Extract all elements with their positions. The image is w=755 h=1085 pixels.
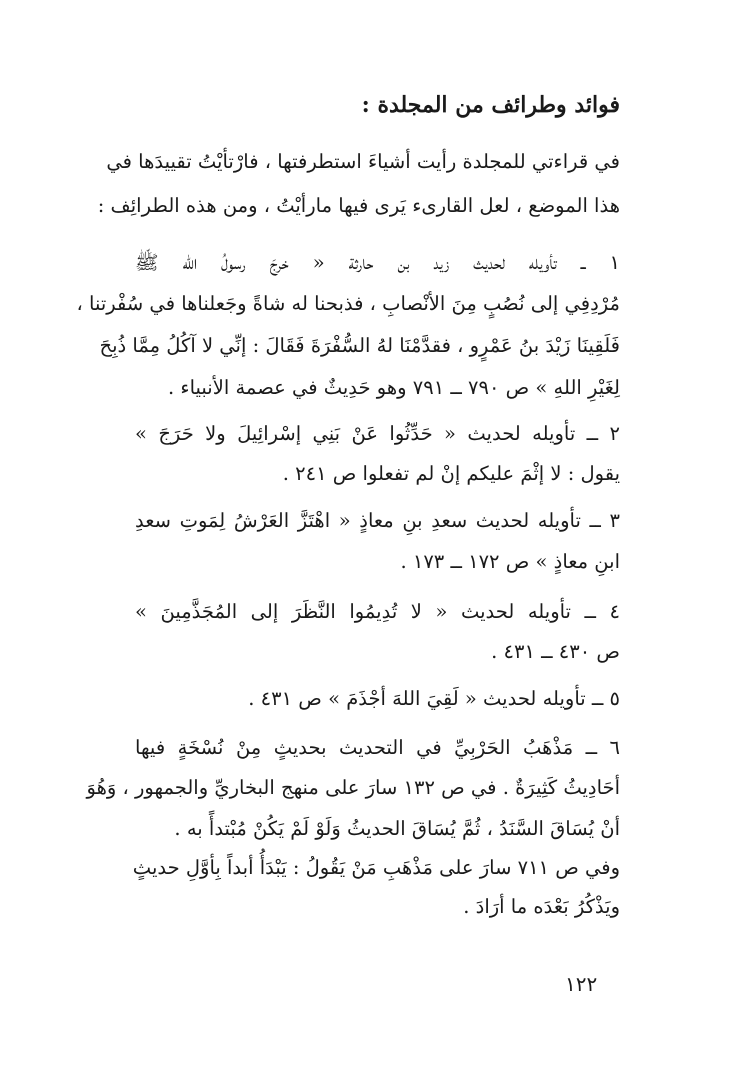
item-3-line: ٣ ــ تأويله لحديث سعدِ بنِ معاذٍ « اهْتَزَّ العَرْشُ لِمَوتِ سعدِ xyxy=(135,509,620,532)
paragraph-line: هذا الموضع ، لعل القارىء يَرى فيها مارأيْتُ ، ومن هذه الطرائِف : xyxy=(97,194,620,217)
section-heading: فوائد وطرائف من المجلدة : xyxy=(361,92,620,118)
item-1-line: ١ ــ تأويله لحديث زيد بن حارثة « خرجَ رسولُ الله ﷺ xyxy=(135,251,620,274)
item-3-line: ابنِ معاذٍ » ص ١٧٢ ــ ١٧٣ . xyxy=(400,550,620,573)
item-6-line: ٦ ــ مَذْهَبُ الحَرْبِيِّ في التحديث بحديثٍ مِنْ نُسْخَةٍ فيها xyxy=(135,736,620,759)
item-1-line: فَلَقِينَا زَيْدَ بنُ عَمْرٍو ، فقدَّمْنَا لهُ السُّفْرَةَ فَقَالَ : إنِّي لا آكُلُ مِمَّا ذُبِحَ xyxy=(99,334,620,357)
item-1-line: مُرْدِفِي إلى نُصُبٍ مِنَ الأنْصابِ ، فذبحنا له شاةً وجَعلناها في سُفْرتنا ، xyxy=(76,292,620,315)
item-4-line: ٤ ــ تأويله لحديث « لا تُدِيمُوا النَّظَرَ إلى المُجَذَّمِينَ » xyxy=(135,600,620,623)
item-6-line: وفي ص ٧١١ سارَ على مَذْهَبِ مَنْ يَقُولُ : يَبْدَأُ أبداً بِأوَّلِ حديثٍ xyxy=(132,856,620,879)
item-5-line: ٥ ــ تأويله لحديث « لَقِيَ اللهَ أجْذَمَ » ص ٤٣١ . xyxy=(248,687,620,710)
paragraph-line: في قراءتي للمجلدة رأيت أشياءَ استطرفتها ، فارْتأيْتُ تقييدَها في xyxy=(106,150,620,173)
item-6-line: أحَادِيثُ كَثِيرَةٌ . في ص ١٣٢ سارَ على منهج البخاريِّ والجمهور ، وَهُوَ xyxy=(86,776,620,799)
item-2-line: ٢ ــ تأويله لحديث « حَدِّثُوا عَنْ بَنِي إسْرائِيلَ ولا حَرَجَ » xyxy=(135,422,620,445)
item-1-line: لِغَيْرِ اللهِ » ص ٧٩٠ ــ ٧٩١ وهو حَدِيثٌ في عصمة الأنبياء . xyxy=(168,376,620,399)
page-number: ١٢٢ xyxy=(565,972,598,996)
item-2-line: يقول : لا إثْمَ عليكم إنْ لم تفعلوا ص ٢٤١ . xyxy=(282,462,620,485)
item-6-line: ويَذْكُرُ بَعْدَه ما أرَادَ . xyxy=(463,895,620,918)
item-4-line: ص ٤٣٠ ــ ٤٣١ . xyxy=(491,640,620,663)
item-6-line: أنْ يُسَاقَ السَّنَدُ ، ثُمَّ يُسَاقَ الحديثُ وَلَوْ لَمْ يَكُنْ مُبْتدأً به . xyxy=(174,817,620,840)
